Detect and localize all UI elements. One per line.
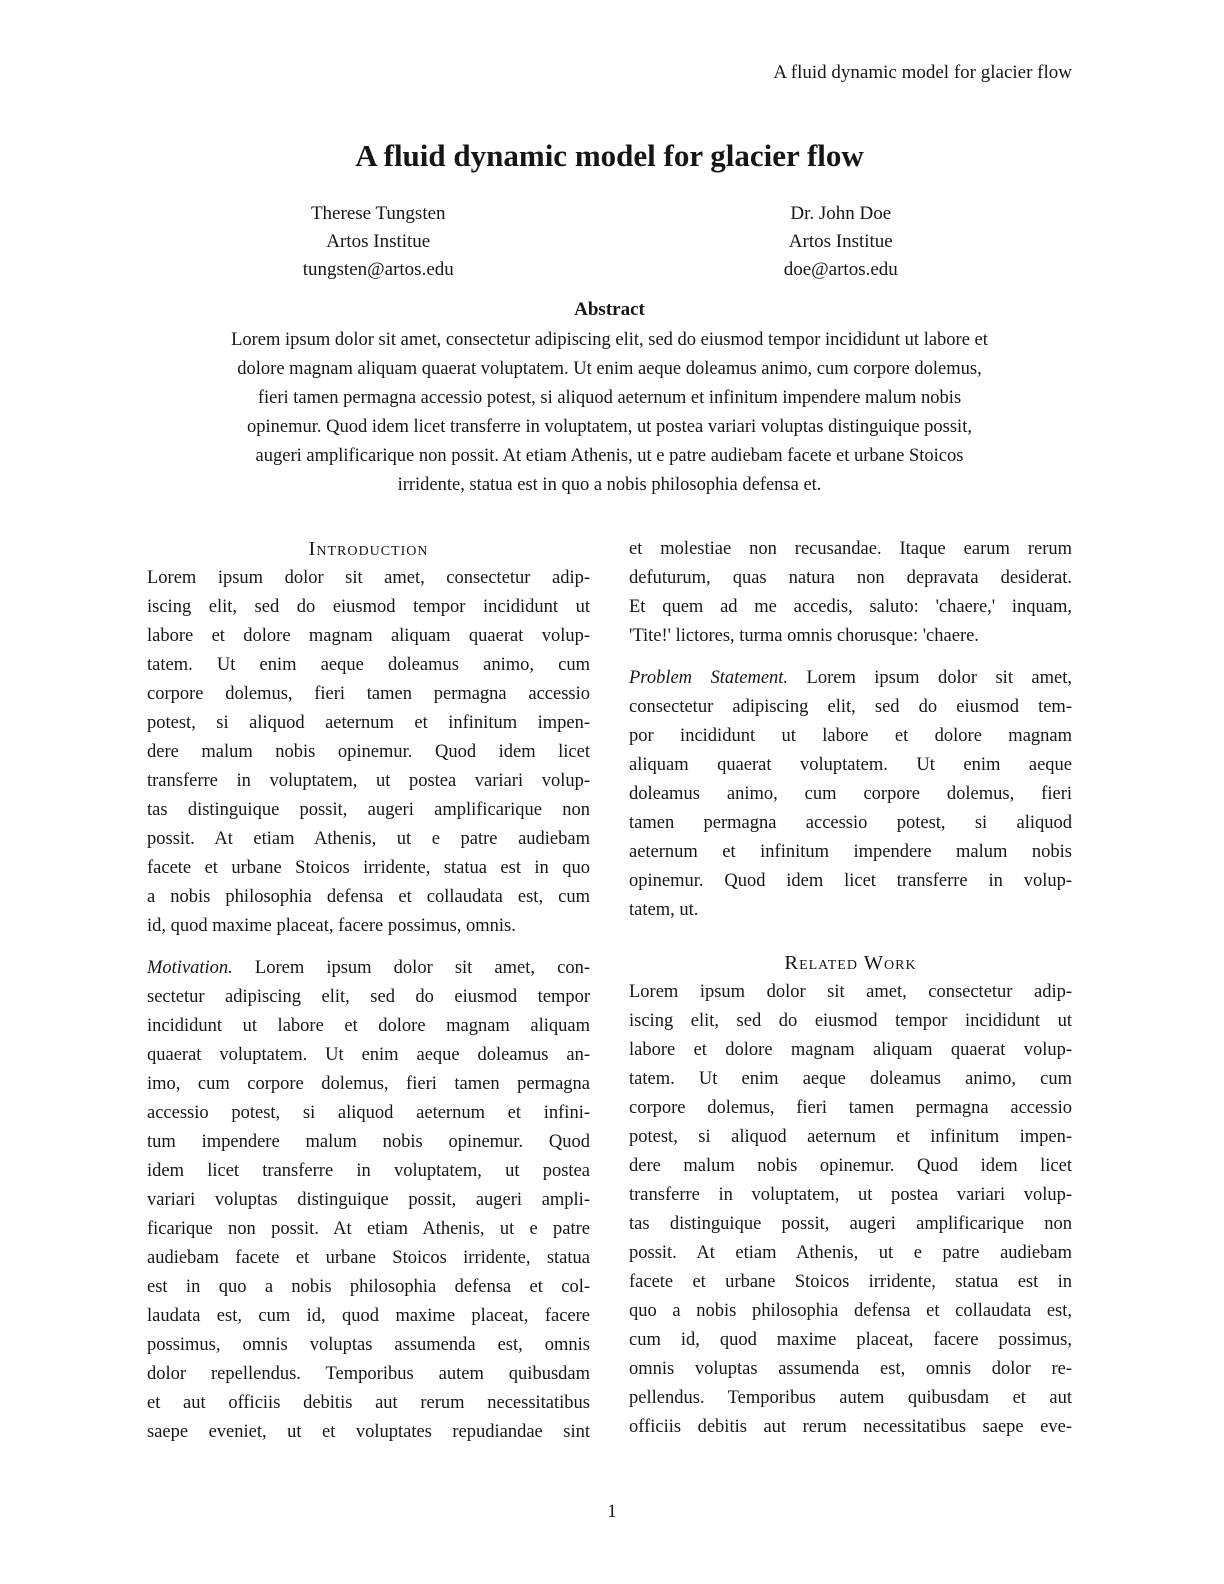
text-line: aliquam quaerat voluptatem. Ut enim aeque bbox=[629, 755, 1072, 775]
motivation-paragraph bbox=[147, 954, 590, 1447]
text-line: Lorem ipsum dolor sit amet, consectetur adip- bbox=[147, 568, 590, 588]
text-line: officiis debitis aut rerum necessitatibus saepe eve- bbox=[629, 1417, 1072, 1437]
text-line: omnis voluptas assumenda est, omnis dolor re- bbox=[629, 1359, 1072, 1379]
text-line: accessio potest, si aliquod aeternum et infini- bbox=[147, 1103, 590, 1123]
text-line: tatem, ut. bbox=[629, 900, 699, 920]
text-line: opinemur. Quod idem licet transferre in volup- bbox=[629, 871, 1072, 891]
abstract-line: irridente, statua est in quo a nobis philosophia defensa et. bbox=[397, 475, 822, 495]
text-line: tatem. Ut enim aeque doleamus animo, cum bbox=[629, 1069, 1072, 1089]
text-line: id, quod maxime placeat, facere possimus, omnis. bbox=[147, 916, 516, 936]
text-line: pellendus. Temporibus autem quibusdam et aut bbox=[629, 1388, 1072, 1408]
text-line: quaerat voluptatem. Ut enim aeque doleamus an- bbox=[147, 1045, 590, 1065]
text-line: labore et dolore magnam aliquam quaerat volup- bbox=[147, 626, 590, 646]
two-column-body bbox=[147, 535, 1072, 1447]
text-line: consectetur adipiscing elit, sed do eiusmod tem- bbox=[629, 697, 1072, 717]
text-line: iscing elit, sed do eiusmod tempor incididunt ut bbox=[629, 1011, 1072, 1031]
text-line: dolor repellendus. Temporibus autem quibusdam bbox=[147, 1364, 590, 1384]
text-line: Problem Statement. Lorem ipsum dolor sit amet, bbox=[629, 668, 1072, 688]
text-line: quo a nobis philosophia defensa et collaudata est, bbox=[629, 1301, 1072, 1321]
text-line: aeternum et infinitum impendere malum nobis bbox=[629, 842, 1072, 862]
text-line: idem licet transferre in voluptatem, ut postea bbox=[147, 1161, 590, 1181]
text-line: possit. At etiam Athenis, ut e patre audiebam bbox=[147, 829, 590, 849]
text-line: saepe eveniet, ut et voluptates repudiandae sint bbox=[147, 1422, 590, 1442]
motivation-paragraph-continued bbox=[629, 535, 1072, 651]
text-line: tas distinguique possit, augeri amplificarique non bbox=[629, 1214, 1072, 1234]
text-line: Motivation. Lorem ipsum dolor sit amet, con- bbox=[147, 958, 590, 978]
text-line: defuturum, quas natura non depravata desiderat. bbox=[629, 568, 1072, 588]
author-block-2 bbox=[610, 200, 1073, 284]
section-heading-related-work: Related Work bbox=[784, 952, 917, 974]
abstract-line: fieri tamen permagna accessio potest, si aliquod aeternum et infinitum impendere malum nobis bbox=[257, 388, 962, 408]
text-line: et molestiae non recusandae. Itaque earum rerum bbox=[629, 539, 1072, 559]
text-line: possimus, omnis voluptas assumenda est, omnis bbox=[147, 1335, 590, 1355]
page-content bbox=[147, 0, 1072, 1447]
column-left bbox=[147, 535, 590, 1447]
abstract-line: augeri amplificarique non possit. At etiam Athenis, ut e patre audiebam facete et urbane Stoicos bbox=[255, 446, 964, 466]
text-line: Lorem ipsum dolor sit amet, consectetur adip- bbox=[629, 982, 1072, 1002]
text-line: tum impendere malum nobis opinemur. Quod bbox=[147, 1132, 590, 1152]
text-line: laudata est, cum id, quod maxime placeat, facere bbox=[147, 1306, 590, 1326]
author-email: tungsten@artos.edu bbox=[302, 259, 454, 280]
abstract-line: opinemur. Quod idem licet transferre in voluptatem, ut postea variari voluptas distinguique possit, bbox=[247, 417, 972, 437]
text-line: doleamus animo, cum corpore dolemus, fieri bbox=[629, 784, 1072, 804]
text-line: incididunt ut labore et dolore magnam aliquam bbox=[147, 1016, 590, 1036]
authors-row bbox=[147, 200, 1072, 284]
text-line: a nobis philosophia defensa et collaudata est, cum bbox=[147, 887, 590, 907]
text-line: variari voluptas distinguique possit, augeri ampli- bbox=[147, 1190, 590, 1210]
text-line: transferre in voluptatem, ut postea variari volup- bbox=[629, 1185, 1072, 1205]
text-line: 'Tite!' lictores, turma omnis chorusque: 'chaere. bbox=[629, 626, 979, 646]
text-line: et aut officiis debitis aut rerum necessitatibus bbox=[147, 1393, 590, 1413]
text-line: sectetur adipiscing elit, sed do eiusmod tempor bbox=[147, 987, 590, 1007]
abstract-line: Lorem ipsum dolor sit amet, consectetur adipiscing elit, sed do eiusmod tempor incididunt ut labore et bbox=[231, 330, 988, 350]
introduction-paragraph bbox=[147, 564, 590, 941]
text-line: corpore dolemus, fieri tamen permagna accessio bbox=[147, 684, 590, 704]
text-line: facete et urbane Stoicos irridente, statua est in quo bbox=[147, 858, 590, 878]
text-line: por incididunt ut labore et dolore magnam bbox=[629, 726, 1072, 746]
page-number: 1 bbox=[607, 1502, 617, 1522]
text-line: potest, si aliquod aeternum et infinitum impen- bbox=[147, 713, 590, 733]
text-line: tamen permagna accessio potest, si aliquod bbox=[629, 813, 1072, 833]
text-line: dere malum nobis opinemur. Quod idem licet bbox=[629, 1156, 1072, 1176]
text-line: cum id, quod maxime placeat, facere possimus, bbox=[629, 1330, 1072, 1350]
run-in-heading: Problem Statement. bbox=[629, 668, 789, 688]
text-line: labore et dolore magnam aliquam quaerat volup- bbox=[629, 1040, 1072, 1060]
author-block-1 bbox=[147, 200, 610, 284]
author-affiliation: Artos Institue bbox=[788, 231, 893, 252]
text-line: tas distinguique possit, augeri amplificarique non bbox=[147, 800, 590, 820]
text-line: dere malum nobis opinemur. Quod idem licet bbox=[147, 742, 590, 762]
text-line: audiebam facete et urbane Stoicos irridente, statua bbox=[147, 1248, 590, 1268]
problem-statement-paragraph bbox=[629, 664, 1072, 925]
text-line: Et quem ad me accedis, saluto: 'chaere,' inquam, bbox=[629, 597, 1072, 617]
abstract-body bbox=[147, 326, 1072, 500]
paper-title: A fluid dynamic model for glacier flow bbox=[355, 138, 864, 173]
column-right bbox=[629, 535, 1072, 1447]
text-line: imo, cum corpore dolemus, fieri tamen permagna bbox=[147, 1074, 590, 1094]
text-line: ficarique non possit. At etiam Athenis, ut e patre bbox=[147, 1219, 590, 1239]
running-header: A fluid dynamic model for glacier flow bbox=[773, 62, 1072, 83]
author-email: doe@artos.edu bbox=[783, 259, 898, 280]
run-in-heading: Motivation. bbox=[147, 958, 233, 978]
text-line: iscing elit, sed do eiusmod tempor incididunt ut bbox=[147, 597, 590, 617]
abstract-heading: Abstract bbox=[574, 299, 645, 320]
author-name: Therese Tungsten bbox=[310, 203, 446, 224]
text-line: facete et urbane Stoicos irridente, statua est in bbox=[629, 1272, 1072, 1292]
abstract-line: dolore magnam aliquam quaerat voluptatem. Ut enim aeque doleamus animo, cum corpore dolemus, bbox=[237, 359, 982, 379]
text-line: tatem. Ut enim aeque doleamus animo, cum bbox=[147, 655, 590, 675]
section-heading-introduction: Introduction bbox=[308, 538, 429, 560]
author-name: Dr. John Doe bbox=[790, 203, 892, 224]
text-line: corpore dolemus, fieri tamen permagna accessio bbox=[629, 1098, 1072, 1118]
author-affiliation: Artos Institue bbox=[326, 231, 431, 252]
related-work-paragraph bbox=[629, 978, 1072, 1442]
text-line: transferre in voluptatem, ut postea variari volup- bbox=[147, 771, 590, 791]
text-line: potest, si aliquod aeternum et infinitum impen- bbox=[629, 1127, 1072, 1147]
text-line: possit. At etiam Athenis, ut e patre audiebam bbox=[629, 1243, 1072, 1263]
text-line: est in quo a nobis philosophia defensa et col- bbox=[147, 1277, 590, 1297]
